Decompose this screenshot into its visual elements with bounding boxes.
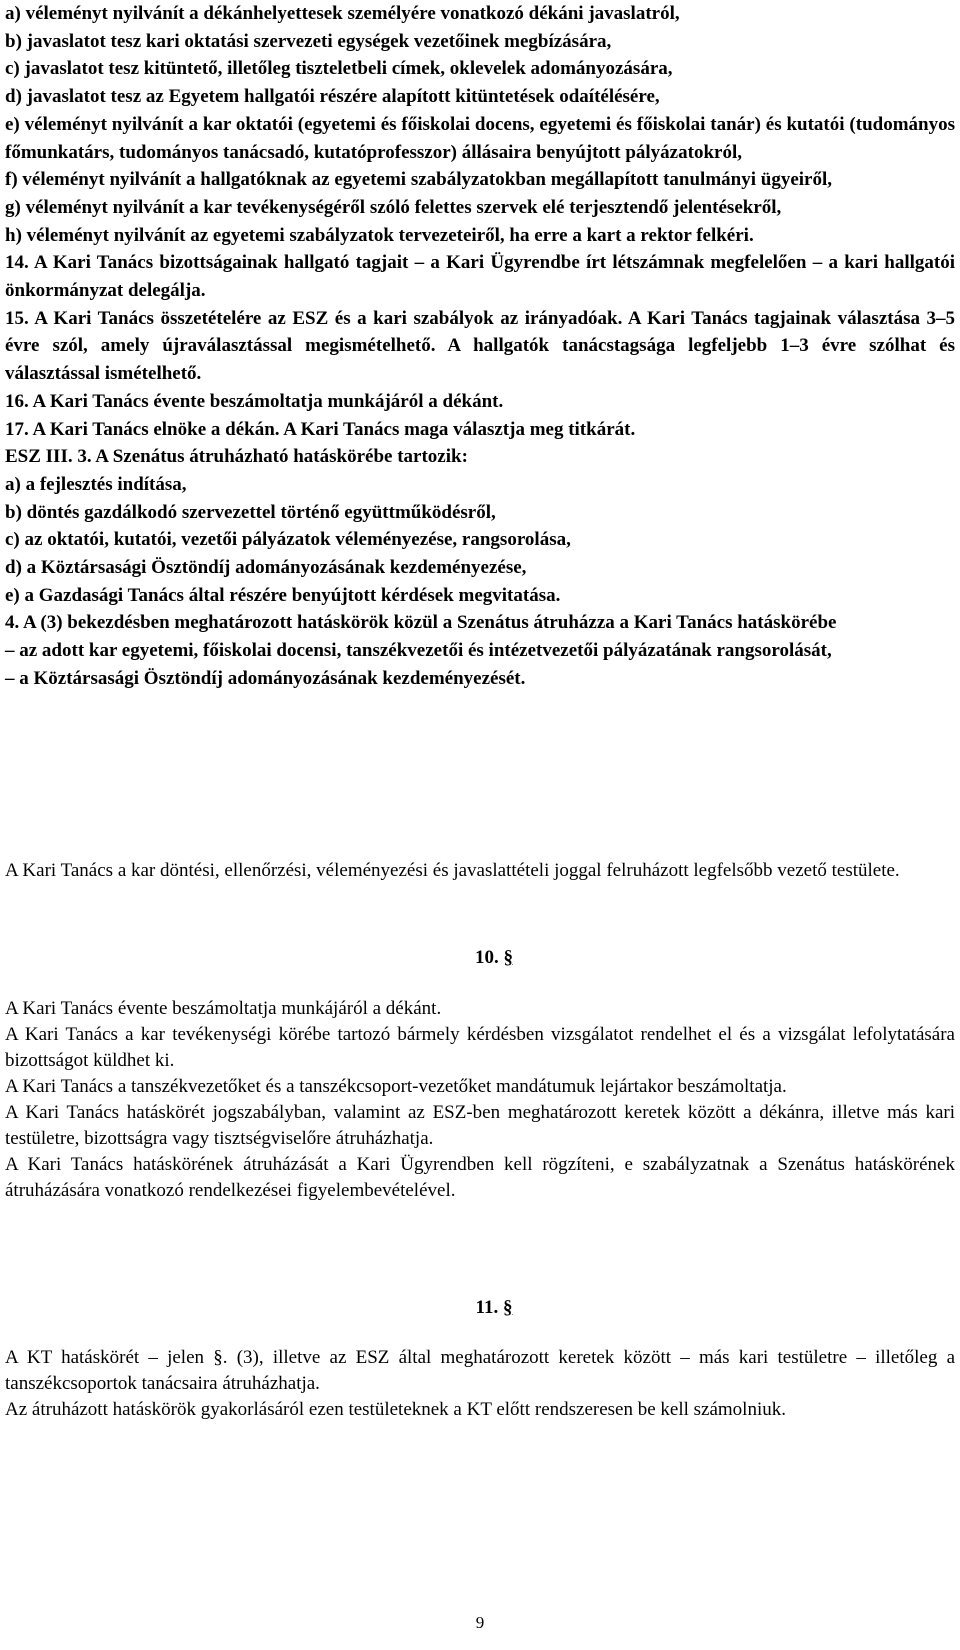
item-g-jelentesek: g) véleményt nyilvánít a kar tevékenységéről szóló felettes szervek elé terjesztendő jelentésekről, — [5, 196, 782, 218]
section-10-body — [5, 996, 955, 1204]
dash-item-rangsorolas: – az adott kar egyetemi, főiskolai docensi, tanszékvezetői és intézetvezetői pályázatának rangsorolását, — [5, 640, 832, 662]
point-15: 15. A Kari Tanács összetételére az ESZ és a kari szabályok az irányadóak. A Kari Tanács tagjainak választása 3–5 évre szól, amely újraválasztással megismételhető. A hallgatók tanácstagsága legfeljebb 1–3 évre szólhat és választással ismételhető. — [5, 307, 955, 385]
item-c-javaslat-kitunteto: c) javaslatot tesz kitüntető, illetőleg tiszteletbeli címek, oklevelek adományozására, — [5, 58, 673, 80]
esz-item-a: a) a fejlesztés indítása, — [5, 473, 187, 495]
intro-paragraph: A Kari Tanács a kar döntési, ellenőrzési, véleményezési és javaslattételi joggal felruházott legfelsőbb vezető testülete. — [5, 860, 900, 881]
section-11-heading — [0, 1294, 960, 1321]
esz-item-e: e) a Gazdasági Tanács által részére benyújtott kérdések megvitatása. — [5, 584, 561, 606]
item-h-szabalyzat-tervezetek: h) véleményt nyilvánít az egyetemi szabályzatok tervezeteiről, ha erre a kart a rektor felkéri. — [5, 224, 754, 246]
section-10-paragraph: A Kari Tanács a tanszékvezetőket és a tanszékcsoport-vezetőket mandátumuk lejártakor beszámoltatja. — [5, 1076, 787, 1097]
point-4: 4. A (3) bekezdésben meghatározott hatáskörök közül a Szenátus átruházza a Kari Tanács hatáskörébe — [5, 612, 837, 634]
section-10-number: 10. — [475, 947, 499, 968]
point-17: 17. A Kari Tanács elnöke a dékán. A Kari Tanács maga választja meg titkárát. — [5, 418, 636, 440]
esz-item-c: c) az oktatói, kutatói, vezetői pályázatok véleményezése, rangsorolása, — [5, 529, 571, 551]
item-b-javaslat-megbizas: b) javaslatot tesz kari oktatási szervezeti egységek vezetőinek megbízására, — [5, 30, 612, 52]
point-16: 16. A Kari Tanács évente beszámoltatja munkájáról a dékánt. — [5, 390, 504, 412]
item-d-javaslat-hallgatoi-kituntetes: d) javaslatot tesz az Egyetem hallgatói részére alapított kitüntetések odaítélésére, — [5, 86, 660, 108]
section-11-paragraph: A KT hatáskörét – jelen §. (3), illetve az ESZ által meghatározott keretek között – más kari testületre – illetőleg a tanszékcsoportok tanácsaira átruházhatja. — [5, 1347, 955, 1394]
esz-iii-3-heading: ESZ III. 3. A Szenátus átruházható hatáskörébe tartozik: — [5, 446, 468, 468]
item-e-oktatoi-allasok: e) véleményt nyilvánít a kar oktatói (egyetemi és főiskolai docens, egyetemi és főiskolai tanár) és kutatói (tudományos főmunkatárs, tudományos tanácsadó, kutatóprofesszor) állásaira benyújtott pályázatokról, — [5, 113, 955, 163]
esz-item-b: b) döntés gazdálkodó szervezettel történő együttműködésről, — [5, 501, 496, 523]
section-11-paragraph: Az átruházott hatáskörök gyakorlásáról ezen testületeknek a KT előtt rendszeresen be kell számolniuk. — [5, 1399, 786, 1420]
section-11-body — [5, 1345, 955, 1423]
dash-item-osztondij: – a Köztársasági Ösztöndíj adományozásának kezdeményezését. — [5, 667, 526, 689]
bold-provisions-block — [5, 0, 955, 693]
point-14: 14. A Kari Tanács bizottságainak hallgató tagjait – a Kari Ügyrendbe írt létszámnak megfelelően – a kari hallgatói önkormányzat delegálja. — [5, 252, 955, 302]
section-10-paragraph: A Kari Tanács a kar tevékenységi körébe tartozó bármely kérdésben vizsgálatot rendelhet el és a vizsgálat lefolytatására bizottságot küldhet ki. — [5, 1024, 955, 1071]
section-10-paragraph: A Kari Tanács hatáskörét jogszabályban, valamint az ESZ-ben meghatározott keretek között a dékánra, illetve más kari testületre, bizottságra vagy tisztségviselőre átruházhatja. — [5, 1102, 955, 1149]
page-number: 9 — [475, 1613, 485, 1632]
section-11-symbol: § — [502, 1297, 513, 1318]
section-10-paragraph: A Kari Tanács hatáskörének átruházását a Kari Ügyrendben kell rögzíteni, e szabályzatnak a Szenátus hatáskörének átruházására vonatkozó rendelkezései figyelembevételével. — [5, 1154, 955, 1201]
item-f-tanulmanyi-ugyek: f) véleményt nyilvánít a hallgatóknak az egyetemi szabályzatokban megállapított tanulmányi ügyeiről, — [5, 169, 833, 191]
section-10-symbol: § — [503, 947, 513, 968]
section-11-number: 11. — [475, 1297, 499, 1318]
section-10-heading — [0, 944, 960, 971]
esz-item-d: d) a Köztársasági Ösztöndíj adományozásának kezdeményezése, — [5, 557, 527, 579]
section-10-paragraph: A Kari Tanács évente beszámoltatja munkájáról a dékánt. — [5, 998, 442, 1019]
item-a-veleményt-dekanhelyettes: a) véleményt nyilvánít a dékánhelyettesek személyére vonatkozó dékáni javaslatról, — [5, 3, 680, 24]
